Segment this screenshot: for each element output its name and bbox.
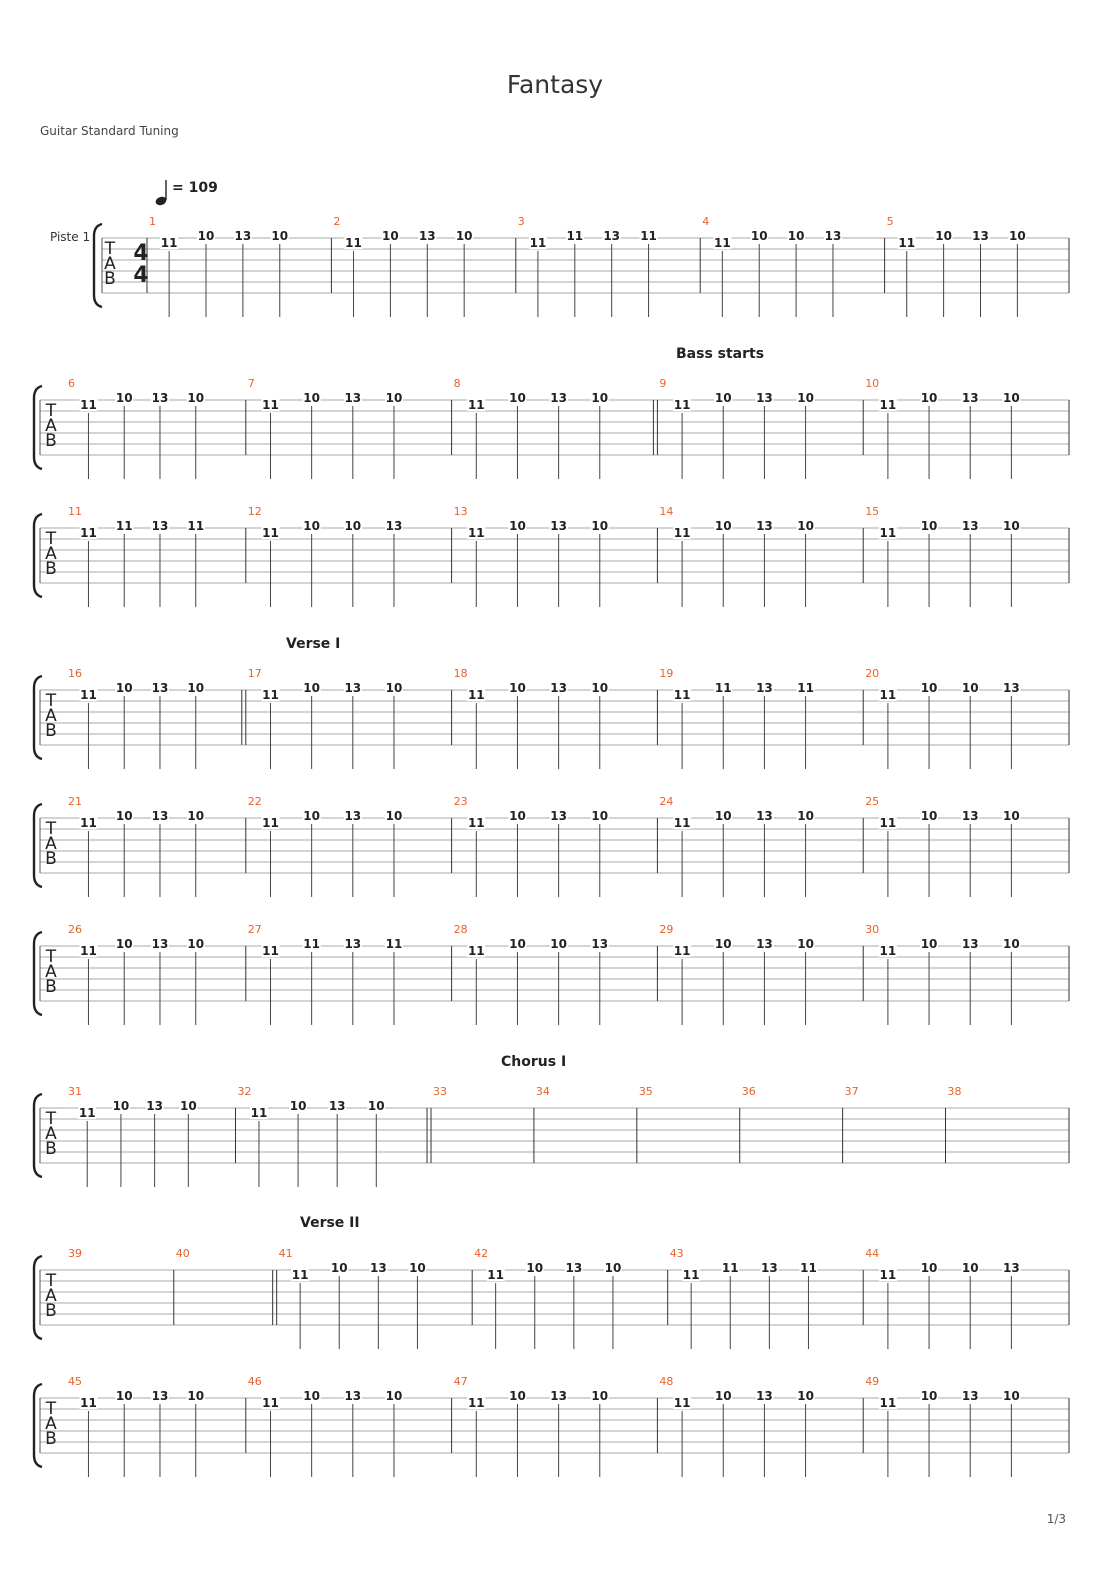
fret-number: 10 [935, 229, 952, 243]
tab-clef-letter: B [45, 1429, 57, 1449]
fret-number: 10 [187, 1389, 205, 1403]
fret-number: 10 [187, 391, 205, 405]
fret-number: 10 [714, 809, 732, 823]
fret-number: 11 [673, 816, 691, 831]
tab-clef-letter: A [45, 1414, 57, 1434]
system-bracket [34, 1384, 42, 1467]
fret-number: 11 [262, 688, 279, 703]
fret-number: 13 [591, 937, 609, 951]
fret-number: 11 [262, 526, 279, 541]
fret-number: 10 [920, 937, 938, 951]
fret-number: 13 [824, 229, 842, 243]
fret-number: 10 [187, 809, 205, 823]
tab-clef-letter: A [45, 1286, 57, 1306]
fret-number: 10 [714, 937, 732, 951]
measure-number: 47 [453, 1375, 468, 1388]
fret-number: 13 [550, 519, 567, 533]
fret-number: 10 [920, 809, 938, 823]
fret-number: 11 [385, 937, 403, 951]
fret-number: 13 [756, 391, 773, 405]
tab-clef-letter: T [45, 1271, 57, 1291]
fret-number: 10 [550, 937, 567, 951]
fret-number: 13 [550, 809, 567, 823]
fret-number: 13 [972, 229, 989, 243]
measure-number: 46 [247, 1375, 262, 1388]
fret-number: 11 [467, 1396, 485, 1411]
fret-number: 13 [151, 937, 169, 951]
fret-number: 10 [344, 519, 362, 533]
fret-number: 13 [151, 1389, 169, 1403]
tab-clef-letter: A [45, 706, 57, 726]
fret-number: 11 [80, 1396, 97, 1411]
fret-number: 10 [591, 519, 609, 533]
fret-number: 10 [509, 1389, 526, 1403]
measure-number: 24 [659, 795, 674, 808]
fret-number: 13 [961, 391, 979, 405]
fret-number: 11 [673, 398, 691, 413]
fret-number: 11 [879, 1396, 897, 1411]
fret-number: 11 [714, 681, 732, 695]
fret-number: 10 [303, 391, 321, 405]
fret-number: 11 [115, 519, 133, 533]
measure-number: 43 [669, 1247, 684, 1260]
measure-number: 41 [278, 1247, 293, 1260]
fret-number: 11 [879, 816, 897, 831]
fret-number: 10 [409, 1261, 426, 1275]
measure-number: 29 [659, 923, 674, 936]
fret-number: 10 [385, 681, 403, 695]
system-bracket [34, 514, 42, 597]
measure-number: 17 [247, 667, 262, 680]
measure-number: 25 [865, 795, 880, 808]
fret-number: 10 [1003, 519, 1020, 533]
fret-number: 11 [80, 398, 97, 413]
fret-number: 11 [80, 526, 97, 541]
fret-number: 13 [550, 1389, 567, 1403]
fret-number: 10 [303, 681, 321, 695]
fret-number: 10 [509, 937, 526, 951]
tab-clef-letter: B [45, 431, 57, 451]
measure-number: 21 [68, 795, 82, 808]
fret-number: 10 [920, 1389, 938, 1403]
fret-number: 11 [713, 236, 731, 251]
fret-number: 10 [509, 519, 526, 533]
fret-number: 13 [151, 519, 169, 533]
fret-number: 13 [761, 1261, 778, 1275]
measure-number: 36 [741, 1085, 756, 1098]
section-label-verse-ii: Verse II [300, 1215, 360, 1231]
fret-number: 13 [961, 809, 979, 823]
fret-number: 10 [591, 809, 609, 823]
fret-number: 10 [303, 809, 321, 823]
measure-number: 2 [333, 215, 341, 228]
measure-number: 14 [659, 505, 674, 518]
fret-number: 10 [714, 391, 732, 405]
fret-number: 11 [467, 944, 485, 959]
tab-clef-letter: B [45, 721, 57, 741]
section-label-bass-starts: Bass starts [676, 346, 765, 362]
fret-number: 13 [234, 229, 252, 243]
measure-number: 1 [149, 215, 156, 228]
fret-number: 10 [714, 1389, 732, 1403]
fret-number: 10 [920, 1261, 938, 1275]
fret-number: 11 [797, 681, 814, 695]
fret-number: 10 [797, 809, 814, 823]
measure-number: 7 [247, 377, 255, 390]
fret-number: 11 [250, 1106, 268, 1121]
time-signature-digit: 4 [133, 241, 149, 266]
fret-number: 10 [591, 1389, 609, 1403]
system-bracket [34, 386, 42, 469]
fret-number: 11 [879, 1268, 897, 1283]
fret-number: 10 [961, 1261, 979, 1275]
fret-number: 13 [1003, 681, 1020, 695]
fret-number: 13 [756, 681, 773, 695]
measure-number: 39 [68, 1247, 82, 1260]
fret-number: 10 [1003, 391, 1020, 405]
fret-number: 10 [750, 229, 768, 243]
fret-number: 13 [603, 229, 621, 243]
measure-number: 35 [638, 1085, 653, 1098]
fret-number: 11 [879, 398, 897, 413]
fret-number: 13 [961, 1389, 979, 1403]
fret-number: 10 [115, 391, 133, 405]
measure-number: 49 [865, 1375, 880, 1388]
tab-clef-letter: A [45, 416, 57, 436]
fret-number: 10 [385, 1389, 403, 1403]
measure-number: 20 [865, 667, 880, 680]
fret-number: 13 [151, 391, 169, 405]
fret-number: 13 [550, 391, 567, 405]
measure-number: 8 [453, 377, 461, 390]
measure-number: 10 [865, 377, 880, 390]
tab-clef-letter: A [45, 834, 57, 854]
track-name: Piste 1 [50, 230, 91, 244]
measure-number: 15 [865, 505, 880, 518]
fret-number: 11 [879, 688, 897, 703]
tab-clef-letter: A [45, 962, 57, 982]
fret-number: 11 [721, 1261, 739, 1275]
fret-number: 10 [382, 229, 399, 243]
tab-clef-letter: B [45, 1139, 57, 1159]
tab-clef-letter: T [45, 1399, 57, 1419]
fret-number: 11 [529, 236, 547, 251]
fret-number: 10 [920, 391, 938, 405]
fret-number: 13 [418, 229, 436, 243]
measure-number: 42 [474, 1247, 489, 1260]
fret-number: 13 [344, 937, 362, 951]
system-bracket [34, 676, 42, 759]
fret-number: 13 [344, 1389, 362, 1403]
fret-number: 10 [455, 229, 473, 243]
fret-number: 10 [509, 681, 526, 695]
measure-number: 13 [453, 505, 468, 518]
measure-number: 5 [886, 215, 894, 228]
fret-number: 11 [467, 688, 485, 703]
fret-number: 13 [344, 391, 362, 405]
fret-number: 11 [80, 944, 97, 959]
fret-number: 11 [566, 229, 584, 243]
measure-number: 48 [659, 1375, 674, 1388]
fret-number: 11 [80, 816, 97, 831]
measure-number: 27 [247, 923, 262, 936]
system-bracket [34, 1256, 42, 1339]
fret-number: 10 [787, 229, 805, 243]
fret-number: 11 [673, 1396, 691, 1411]
fret-number: 11 [682, 1268, 700, 1283]
tab-clef-letter: T [45, 529, 57, 549]
system-bracket [94, 224, 102, 307]
fret-number: 11 [640, 229, 657, 243]
fret-number: 13 [369, 1261, 387, 1275]
measure-number: 9 [659, 377, 667, 390]
measure-number: 45 [68, 1375, 82, 1388]
fret-number: 13 [344, 809, 362, 823]
measure-number: 33 [433, 1085, 448, 1098]
measure-number: 18 [453, 667, 468, 680]
measure-number: 16 [68, 667, 82, 680]
measure-number: 11 [68, 505, 82, 518]
fret-number: 10 [714, 519, 732, 533]
fret-number: 10 [509, 809, 526, 823]
fret-number: 11 [879, 526, 897, 541]
fret-number: 10 [112, 1099, 130, 1113]
system-bracket [34, 932, 42, 1015]
fret-number: 10 [604, 1261, 622, 1275]
fret-number: 11 [262, 398, 279, 413]
tab-clef-letter: T [45, 819, 57, 839]
fret-number: 11 [673, 526, 691, 541]
tab-clef-letter: B [45, 977, 57, 997]
fret-number: 13 [756, 937, 773, 951]
fret-number: 11 [467, 816, 485, 831]
measure-number: 44 [865, 1247, 880, 1260]
measure-number: 3 [517, 215, 525, 228]
fret-number: 10 [179, 1099, 197, 1113]
fret-number: 11 [262, 1396, 279, 1411]
fret-number: 11 [487, 1268, 504, 1283]
fret-number: 10 [115, 681, 133, 695]
page-number: 1/3 [1046, 1512, 1066, 1526]
measure-number: 22 [247, 795, 262, 808]
fret-number: 10 [367, 1099, 385, 1113]
fret-number: 11 [80, 688, 97, 703]
fret-number: 10 [920, 519, 938, 533]
fret-number: 13 [756, 1389, 773, 1403]
fret-number: 10 [509, 391, 526, 405]
fret-number: 13 [756, 809, 773, 823]
tuning-label: Guitar Standard Tuning [40, 124, 179, 138]
system-bracket [34, 804, 42, 887]
fret-number: 10 [797, 1389, 814, 1403]
fret-number: 10 [271, 229, 289, 243]
measure-number: 37 [844, 1085, 859, 1098]
fret-number: 11 [78, 1106, 96, 1121]
fret-number: 10 [920, 681, 938, 695]
fret-number: 10 [1003, 1389, 1020, 1403]
fret-number: 11 [467, 526, 485, 541]
tab-clef-letter: T [104, 239, 116, 259]
measure-number: 38 [947, 1085, 962, 1098]
fret-number: 11 [291, 1268, 309, 1283]
fret-number: 10 [1009, 229, 1026, 243]
fret-number: 13 [151, 681, 169, 695]
tab-clef-letter: B [45, 559, 57, 579]
fret-number: 13 [961, 519, 979, 533]
fret-number: 11 [800, 1261, 817, 1275]
measure-number: 34 [535, 1085, 550, 1098]
fret-number: 11 [262, 944, 279, 959]
measure-number: 4 [702, 215, 710, 228]
fret-number: 11 [345, 236, 362, 251]
tab-clef-letter: A [104, 254, 116, 274]
fret-number: 13 [565, 1261, 583, 1275]
fret-number: 10 [115, 809, 133, 823]
measure-number: 40 [175, 1247, 190, 1260]
fret-number: 13 [151, 809, 169, 823]
fret-number: 10 [1003, 809, 1020, 823]
fret-number: 10 [526, 1261, 544, 1275]
fret-number: 11 [673, 944, 691, 959]
fret-number: 11 [673, 688, 691, 703]
measure-number: 19 [659, 667, 674, 680]
fret-number: 11 [187, 519, 205, 533]
fret-number: 10 [797, 937, 814, 951]
fret-number: 13 [385, 519, 403, 533]
fret-number: 10 [187, 681, 205, 695]
measure-number: 31 [68, 1085, 82, 1098]
tab-clef-letter: A [45, 544, 57, 564]
fret-number: 13 [1003, 1261, 1020, 1275]
fret-number: 10 [115, 937, 133, 951]
tab-clef-letter: T [45, 691, 57, 711]
fret-number: 10 [330, 1261, 348, 1275]
measure-number: 32 [237, 1085, 252, 1098]
fret-number: 13 [550, 681, 567, 695]
system-bracket [34, 1094, 42, 1177]
fret-number: 10 [1003, 937, 1020, 951]
fret-number: 13 [344, 681, 362, 695]
fret-number: 10 [385, 809, 403, 823]
fret-number: 10 [303, 519, 321, 533]
fret-number: 10 [797, 391, 814, 405]
fret-number: 10 [115, 1389, 133, 1403]
fret-number: 13 [328, 1099, 346, 1113]
tempo-value: = 109 [172, 180, 218, 196]
fret-number: 13 [961, 937, 979, 951]
fret-number: 11 [262, 816, 279, 831]
fret-number: 11 [898, 236, 916, 251]
tab-clef-letter: T [45, 401, 57, 421]
fret-number: 10 [961, 681, 979, 695]
measure-number: 12 [247, 505, 262, 518]
measure-number: 30 [865, 923, 880, 936]
fret-number: 11 [303, 937, 321, 951]
fret-number: 10 [289, 1099, 307, 1113]
measure-number: 26 [68, 923, 82, 936]
fret-number: 10 [197, 229, 215, 243]
measure-number: 28 [453, 923, 468, 936]
measure-number: 23 [453, 795, 468, 808]
tab-clef-letter: B [45, 849, 57, 869]
section-label-chorus-i: Chorus I [501, 1054, 567, 1070]
tab-clef-letter: T [45, 947, 57, 967]
measure-number: 6 [68, 377, 75, 390]
fret-number: 11 [467, 398, 485, 413]
fret-number: 10 [187, 937, 205, 951]
fret-number: 10 [591, 391, 609, 405]
fret-number: 10 [303, 1389, 321, 1403]
fret-number: 10 [591, 681, 609, 695]
time-signature-digit: 4 [133, 263, 149, 288]
fret-number: 11 [879, 944, 897, 959]
fret-number: 13 [756, 519, 773, 533]
fret-number: 13 [146, 1099, 163, 1113]
section-label-verse-i: Verse I [286, 636, 341, 652]
tab-clef-letter: B [45, 1301, 57, 1321]
tab-clef-letter: B [104, 269, 116, 289]
fret-number: 10 [385, 391, 403, 405]
tab-clef-letter: T [45, 1109, 57, 1129]
fret-number: 11 [160, 236, 178, 251]
song-title: Fantasy [506, 70, 604, 99]
fret-number: 10 [797, 519, 814, 533]
tab-clef-letter: A [45, 1124, 57, 1144]
